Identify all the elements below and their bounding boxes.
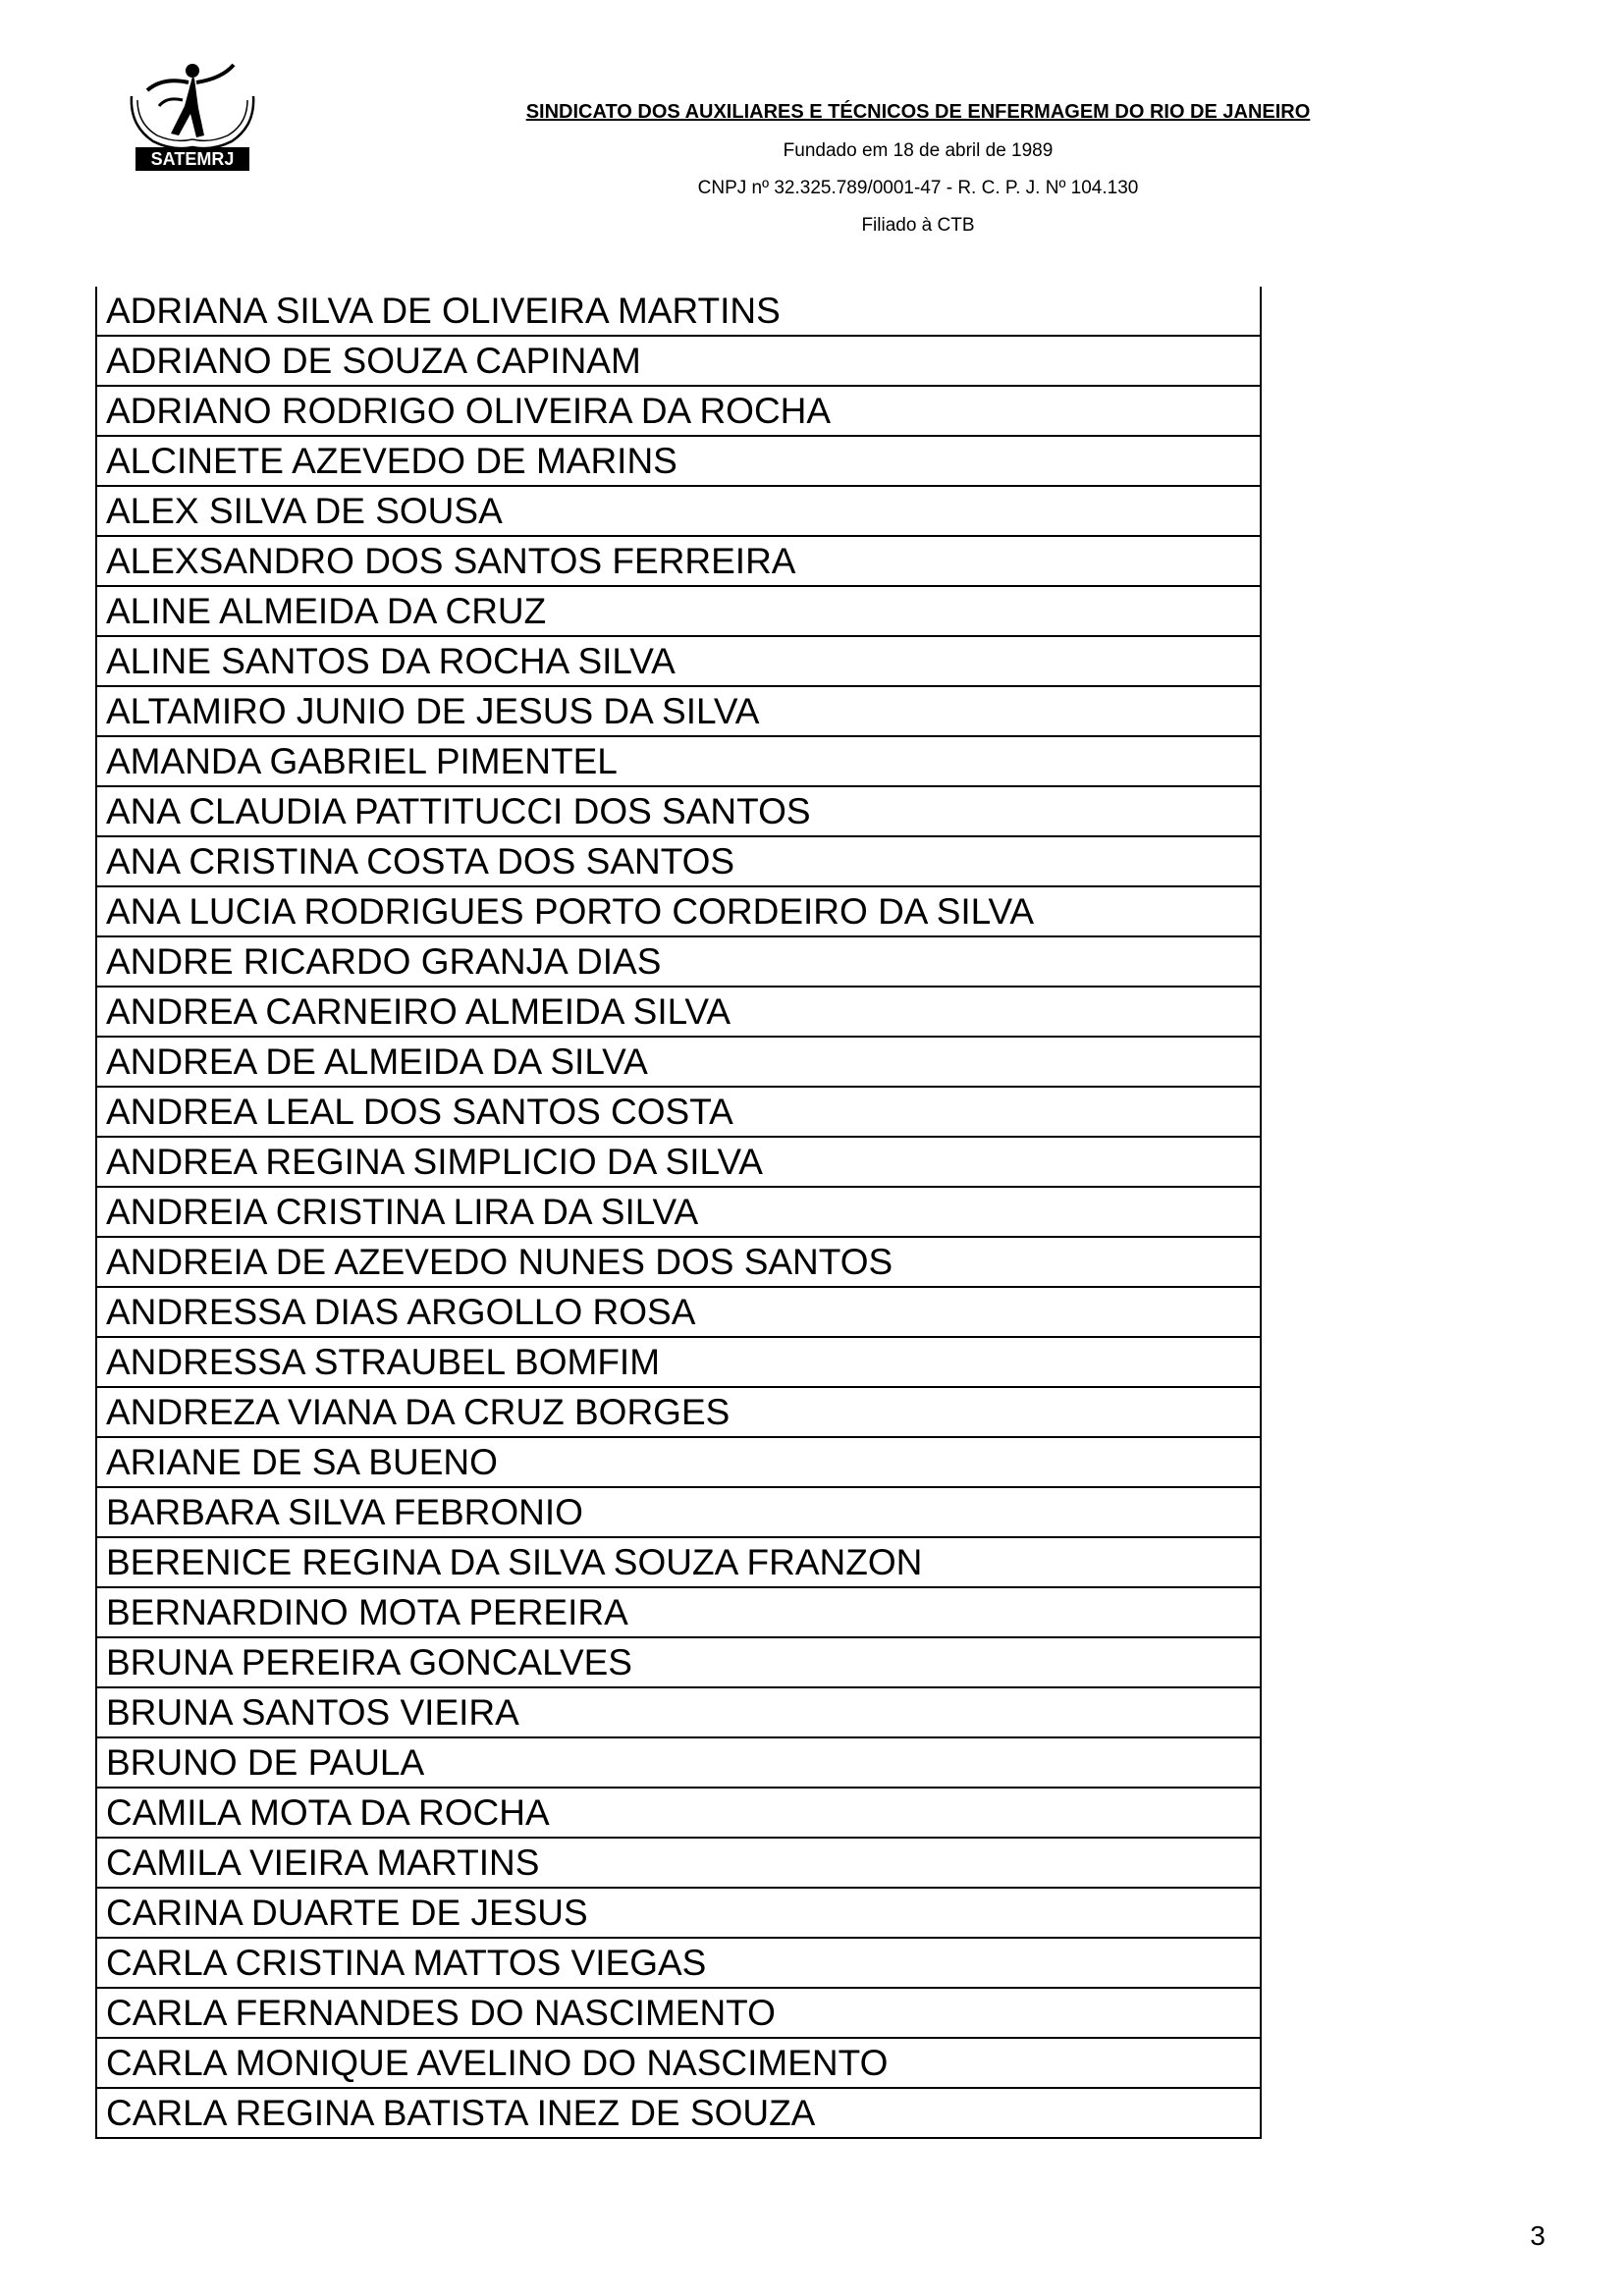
table-row <box>96 1938 1261 1988</box>
page-number: 3 <box>1530 2220 1545 2251</box>
name-cell: ADRIANO RODRIGO OLIVEIRA DA ROCHA <box>96 386 1261 436</box>
letterhead <box>412 96 1424 238</box>
name-cell: ANA CRISTINA COSTA DOS SANTOS <box>96 836 1261 886</box>
name-cell: ANDRESSA STRAUBEL BOMFIM <box>96 1337 1261 1387</box>
table-row <box>96 1237 1261 1287</box>
founded-date: Fundado em 18 de abril de 1989 <box>783 140 1054 161</box>
table-row <box>96 1287 1261 1337</box>
table-row <box>96 2088 1261 2138</box>
table-row <box>96 287 1261 336</box>
names-table <box>95 287 1262 2139</box>
name-cell: ALEX SILVA DE SOUSA <box>96 486 1261 536</box>
name-cell: CARLA REGINA BATISTA INEZ DE SOUZA <box>96 2088 1261 2138</box>
logo-text: SATEMRJ <box>150 149 235 169</box>
table-row <box>96 536 1261 586</box>
name-cell: ANDREZA VIANA DA CRUZ BORGES <box>96 1387 1261 1437</box>
table-row <box>96 636 1261 686</box>
table-row <box>96 686 1261 736</box>
name-cell: BRUNA SANTOS VIEIRA <box>96 1687 1261 1737</box>
name-cell: ANDREA REGINA SIMPLICIO DA SILVA <box>96 1137 1261 1187</box>
name-cell: CARINA DUARTE DE JESUS <box>96 1888 1261 1938</box>
table-row <box>96 336 1261 386</box>
table-row <box>96 436 1261 486</box>
name-cell: AMANDA GABRIEL PIMENTEL <box>96 736 1261 786</box>
table-row <box>96 987 1261 1037</box>
name-cell: BERNARDINO MOTA PEREIRA <box>96 1587 1261 1637</box>
table-row <box>96 886 1261 936</box>
name-cell: ANDREA LEAL DOS SANTOS COSTA <box>96 1087 1261 1137</box>
satemrj-emblem-icon <box>124 57 261 173</box>
name-cell: CAMILA VIEIRA MARTINS <box>96 1838 1261 1888</box>
name-cell: ANDRESSA DIAS ARGOLLO ROSA <box>96 1287 1261 1337</box>
name-cell: BRUNA PEREIRA GONCALVES <box>96 1637 1261 1687</box>
name-cell: ALINE SANTOS DA ROCHA SILVA <box>96 636 1261 686</box>
name-cell: ADRIANO DE SOUZA CAPINAM <box>96 336 1261 386</box>
name-cell: CARLA CRISTINA MATTOS VIEGAS <box>96 1938 1261 1988</box>
name-cell: ANDREIA CRISTINA LIRA DA SILVA <box>96 1187 1261 1237</box>
table-row <box>96 1087 1261 1137</box>
affiliation: Filiado à CTB <box>861 215 975 236</box>
name-cell: BRUNO DE PAULA <box>96 1737 1261 1788</box>
table-row <box>96 386 1261 436</box>
name-cell: CAMILA MOTA DA ROCHA <box>96 1788 1261 1838</box>
table-row <box>96 1637 1261 1687</box>
name-cell: CARLA MONIQUE AVELINO DO NASCIMENTO <box>96 2038 1261 2088</box>
table-row <box>96 736 1261 786</box>
table-row <box>96 1587 1261 1637</box>
table-row <box>96 1888 1261 1938</box>
table-row <box>96 1137 1261 1187</box>
organization-name: SINDICATO DOS AUXILIARES E TÉCNICOS DE ENFERMAGEM DO RIO DE JANEIRO <box>525 101 1311 123</box>
table-row <box>96 586 1261 636</box>
table-row <box>96 1487 1261 1537</box>
name-cell: ALEXSANDRO DOS SANTOS FERREIRA <box>96 536 1261 586</box>
name-cell: ANDRE RICARDO GRANJA DIAS <box>96 936 1261 987</box>
name-cell: ALTAMIRO JUNIO DE JESUS DA SILVA <box>96 686 1261 736</box>
name-cell: CARLA FERNANDES DO NASCIMENTO <box>96 1988 1261 2038</box>
table-row <box>96 1737 1261 1788</box>
table-row <box>96 786 1261 836</box>
table-row <box>96 1437 1261 1487</box>
table-row <box>96 1337 1261 1387</box>
name-cell: ANA CLAUDIA PATTITUCCI DOS SANTOS <box>96 786 1261 836</box>
table-row <box>96 1187 1261 1237</box>
table-row <box>96 1537 1261 1587</box>
table-row <box>96 1687 1261 1737</box>
table-row <box>96 1838 1261 1888</box>
table-row <box>96 1037 1261 1087</box>
name-cell: ANDREIA DE AZEVEDO NUNES DOS SANTOS <box>96 1237 1261 1287</box>
name-cell: BERENICE REGINA DA SILVA SOUZA FRANZON <box>96 1537 1261 1587</box>
name-cell: BARBARA SILVA FEBRONIO <box>96 1487 1261 1537</box>
table-row <box>96 936 1261 987</box>
name-cell: ANDREA DE ALMEIDA DA SILVA <box>96 1037 1261 1087</box>
table-row <box>96 1788 1261 1838</box>
table-row <box>96 1988 1261 2038</box>
name-cell: ANDREA CARNEIRO ALMEIDA SILVA <box>96 987 1261 1037</box>
table-row <box>96 1387 1261 1437</box>
name-cell: ANA LUCIA RODRIGUES PORTO CORDEIRO DA SILVA <box>96 886 1261 936</box>
name-cell: ALCINETE AZEVEDO DE MARINS <box>96 436 1261 486</box>
table-row <box>96 2038 1261 2088</box>
name-cell: ALINE ALMEIDA DA CRUZ <box>96 586 1261 636</box>
name-cell: ADRIANA SILVA DE OLIVEIRA MARTINS <box>96 287 1261 336</box>
name-cell: ARIANE DE SA BUENO <box>96 1437 1261 1487</box>
registration-info: CNPJ nº 32.325.789/0001-47 - R. C. P. J. Nº 104.130 <box>697 178 1139 198</box>
table-row <box>96 486 1261 536</box>
table-row <box>96 836 1261 886</box>
satemrj-logo <box>124 57 261 173</box>
